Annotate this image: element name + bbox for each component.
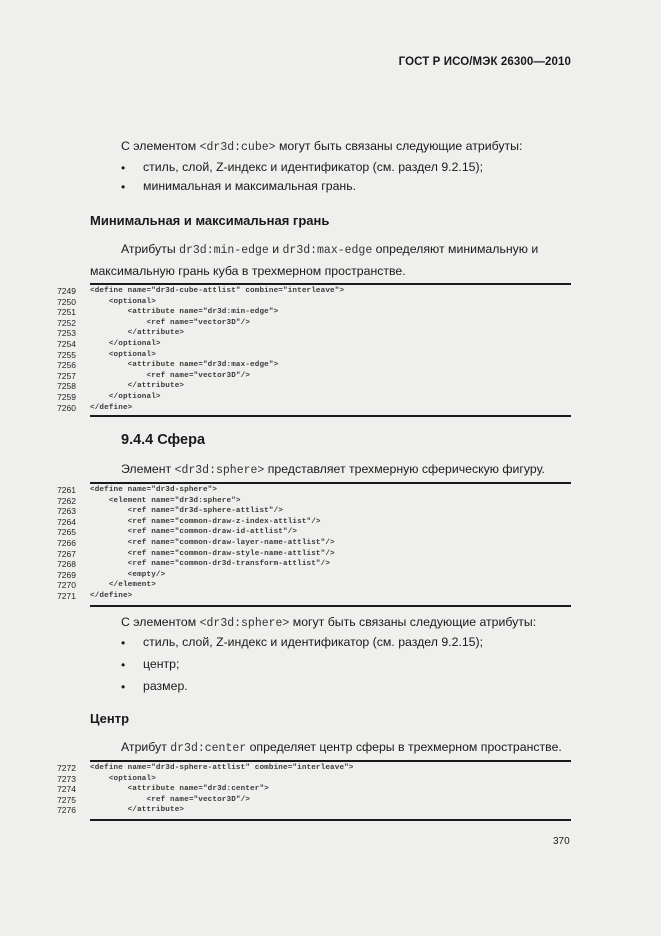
code-line [46,506,586,517]
code-line [46,570,586,581]
sphere-attrs-intro [121,614,536,632]
cube-element-code: <dr3d:cube> [199,141,276,154]
code-text: <ref name="common-draw-layer-name-attlist"/> [90,538,335,547]
code-line [46,339,586,350]
page-number: 370 [553,836,570,847]
code-text: <ref name="common-draw-id-attlist"/> [90,528,298,537]
text: могут быть связаны следующие атрибуты: [289,615,537,629]
text: Атрибут [121,740,171,754]
cube-intro-text: С элементом [121,139,200,153]
line-number: 7276 [57,805,76,816]
text: Атрибуты [121,242,180,256]
code-line [46,591,586,602]
code-line [46,763,586,774]
code-text: <attribute name="dr3d:min-edge"> [90,308,279,317]
center-paragraph [121,739,562,757]
code-text: </element> [90,581,156,590]
code-line [46,580,586,591]
min-edge-code: dr3d:min-edge [179,244,269,257]
section-heading-sphere: 9.4.4 Сфера [121,432,206,448]
code-text: <optional> [90,350,156,359]
code-text: </optional> [90,392,161,401]
list-item: минимальная и максимальная грань. [143,179,357,193]
code-line [46,549,586,560]
section-heading-minmax: Минимальная и максимальная грань [90,213,330,228]
code-text: <ref name="common-draw-style-name-attlist"/> [90,549,335,558]
line-number: 7273 [57,773,76,784]
code-line [46,350,586,361]
text: С элементом [121,615,200,629]
code-line [46,307,586,318]
list-item: стиль, слой, Z-индекс и идентификатор (см. раздел 9.2.15); [143,635,484,649]
code-text: <ref name="dr3d-sphere-attlist"/> [90,507,283,516]
code-text: <ref name="common-dr3d-transform-attlist"/> [90,560,331,569]
cube-intro-rest: могут быть связаны следующие атрибуты: [275,139,523,153]
code-block-sphere [46,485,586,602]
code-text: <attribute name="dr3d:max-edge"> [90,361,279,370]
code-block-top-rule [90,482,571,484]
line-number: 7274 [57,784,76,795]
code-text: </attribute> [90,806,185,815]
text: представляет трехмерную сферическую фигуру. [264,462,545,476]
code-line [46,805,586,816]
line-number: 7256 [57,360,76,371]
code-block-bottom-rule [90,415,571,417]
code-block-top-rule [90,760,571,762]
code-text: <ref name="vector3D"/> [90,371,251,380]
code-line [46,371,586,382]
text: определяет центр сферы в трехмерном пространстве. [246,740,562,754]
line-number: 7272 [57,763,76,773]
code-text: <define name="dr3d-cube-attlist" combine="interleave"> [90,287,345,295]
code-line [46,328,586,339]
bullet-marker: • [121,680,126,694]
code-block-minmax [46,286,586,413]
sphere-intro [121,461,545,479]
code-line [46,784,586,795]
section-heading-center: Центр [90,711,130,726]
code-line [46,318,586,329]
code-line [46,286,586,297]
code-block-center [46,763,586,816]
line-number: 7260 [57,402,76,413]
code-text: </attribute> [90,329,185,338]
code-text: <ref name="vector3D"/> [90,795,251,804]
line-number: 7270 [57,580,76,591]
line-number: 7263 [57,506,76,517]
minmax-paragraph-line1 [121,241,538,259]
code-line [46,297,586,308]
code-text: <element name="dr3d:sphere"> [90,496,241,505]
code-line [46,559,586,570]
line-number: 7266 [57,537,76,548]
code-text: <define name="dr3d-sphere-attlist" combine="interleave"> [90,764,354,772]
code-text: <optional> [90,297,156,306]
line-number: 7261 [57,485,76,495]
code-text: </define> [90,591,133,600]
line-number: 7258 [57,381,76,392]
code-line [46,485,586,496]
code-block-bottom-rule [90,819,571,821]
code-text: <ref name="vector3D"/> [90,318,251,327]
bullet-marker: • [121,658,126,672]
text: определяют минимальную и [372,242,539,256]
line-number: 7264 [57,516,76,527]
center-attr-code: dr3d:center [170,742,247,755]
document-header: ГОСТ Р ИСО/МЭК 26300—2010 [398,56,571,68]
code-line [46,360,586,371]
code-line [46,381,586,392]
minmax-paragraph-line2: максимальную грань куба в трехмерном пространстве. [90,264,406,278]
line-number: 7268 [57,559,76,570]
line-number: 7250 [57,296,76,307]
code-line [46,517,586,528]
code-line [46,538,586,549]
line-number: 7253 [57,328,76,339]
line-number: 7269 [57,569,76,580]
bullet-marker: • [121,636,126,650]
text: и [268,242,283,256]
code-text: </optional> [90,339,161,348]
text: Элемент [121,462,175,476]
line-number: 7267 [57,548,76,559]
code-line [46,774,586,785]
code-text: <empty/> [90,570,166,579]
list-item: центр; [143,657,180,671]
code-line [46,496,586,507]
code-text: <optional> [90,774,156,783]
code-line [46,795,586,806]
line-number: 7271 [57,590,76,601]
line-number: 7257 [57,370,76,381]
line-number: 7265 [57,527,76,538]
line-number: 7275 [57,794,76,805]
sphere-element-code: <dr3d:sphere> [199,617,290,630]
code-line [46,403,586,414]
max-edge-code: dr3d:max-edge [282,244,373,257]
line-number: 7255 [57,349,76,360]
code-block-top-rule [90,283,571,285]
line-number: 7254 [57,338,76,349]
line-number: 7262 [57,495,76,506]
list-item: размер. [143,679,188,693]
code-line [46,527,586,538]
sphere-element-code: <dr3d:sphere> [174,464,265,477]
code-text: </define> [90,403,133,412]
code-text: <attribute name="dr3d:center"> [90,785,269,794]
line-number: 7252 [57,317,76,328]
line-number: 7251 [57,307,76,318]
line-number: 7249 [57,286,76,296]
bullet-marker: • [121,161,126,175]
code-text: <ref name="common-draw-z-index-attlist"/> [90,517,321,526]
code-text: <define name="dr3d-sphere"> [90,486,218,494]
line-number: 7259 [57,391,76,402]
bullet-marker: • [121,180,126,194]
code-line [46,392,586,403]
code-block-bottom-rule [90,605,571,607]
list-item: стиль, слой, Z-индекс и идентификатор (см. раздел 9.2.15); [143,160,484,174]
cube-intro [121,138,522,156]
code-text: </attribute> [90,382,185,391]
